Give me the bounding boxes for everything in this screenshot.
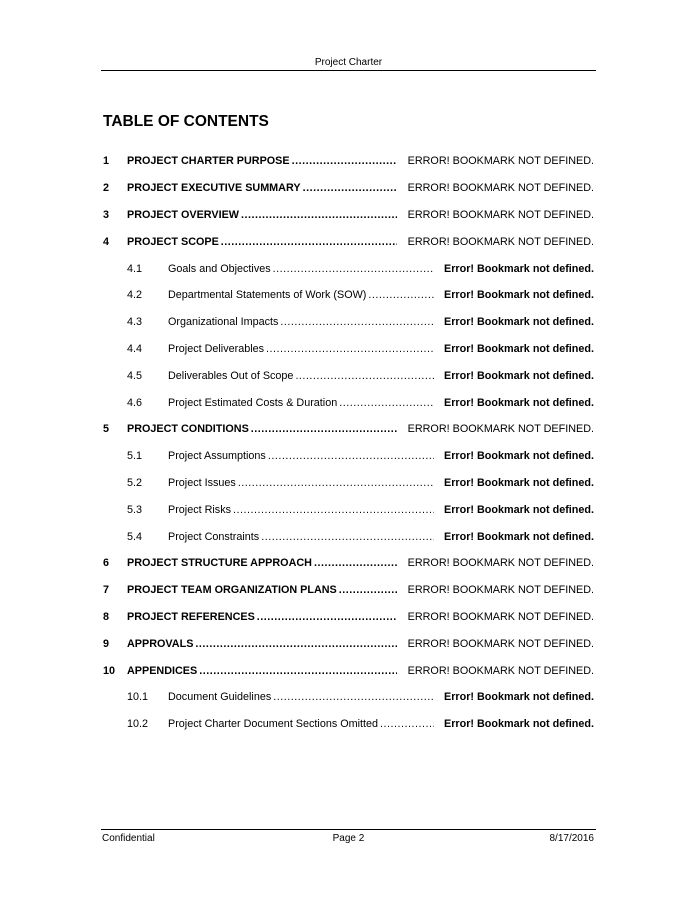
toc-leader-dots (199, 665, 397, 677)
toc-leader-dots (303, 182, 397, 194)
toc-entry-title-wrap (168, 718, 434, 730)
toc-entry-title-wrap (168, 531, 434, 543)
toc-entry-title[interactable]: Project Risks (168, 503, 231, 516)
toc-entry-title-wrap (127, 155, 397, 167)
toc-entry[interactable] (103, 523, 594, 550)
toc-entry-title-wrap (168, 504, 434, 516)
toc-leader-dots (273, 691, 434, 703)
toc-entry-number: 5.4 (127, 530, 143, 543)
toc-entry[interactable] (103, 470, 594, 497)
toc-leader-dots (251, 423, 397, 435)
toc-entry[interactable] (103, 684, 594, 711)
toc-entry-number: 4.1 (127, 262, 143, 275)
toc-entry-page: Error! Bookmark not defined. (444, 476, 594, 489)
toc-leader-dots (238, 477, 434, 489)
toc-leader-dots (339, 397, 434, 409)
toc-leader-dots (233, 504, 434, 516)
toc-entry-page: Error! Bookmark not defined. (444, 369, 594, 382)
toc-entry-title[interactable]: Project Deliverables (168, 342, 265, 355)
toc-entry-number: 3 (103, 208, 110, 221)
toc-entry-title[interactable]: Document Guidelines (168, 691, 272, 704)
toc-entry-title-wrap (127, 665, 397, 677)
toc-entry-number: 7 (103, 584, 110, 597)
table-of-contents (103, 148, 594, 738)
footer-date: 8/17/2016 (549, 833, 594, 844)
toc-entry-title[interactable]: Departmental Statements of Work (SOW) (168, 289, 367, 302)
toc-entry-title-wrap (127, 209, 397, 221)
toc-leader-dots (292, 155, 397, 167)
toc-entry-number: 10.2 (127, 718, 149, 731)
toc-entry[interactable] (103, 630, 594, 657)
toc-leader-dots (295, 370, 434, 382)
footer-page-number: Page 2 (332, 833, 365, 844)
toc-leader-dots (241, 209, 397, 221)
toc-leader-dots (221, 236, 397, 248)
toc-entry-page: ERROR! BOOKMARK NOT DEFINED. (407, 182, 594, 195)
toc-entry-title-wrap (168, 316, 434, 328)
toc-entry-number: 5.2 (127, 476, 143, 489)
toc-entry[interactable] (103, 711, 594, 738)
toc-entry-number: 5.1 (127, 450, 143, 463)
toc-entry[interactable] (103, 443, 594, 470)
toc-entry-number: 5 (103, 423, 110, 436)
toc-leader-dots (261, 531, 434, 543)
toc-entry-title[interactable]: PROJECT TEAM ORGANIZATION PLANS (127, 584, 337, 597)
toc-leader-dots (195, 638, 397, 650)
toc-entry-number: 4.2 (127, 289, 143, 302)
toc-leader-dots (368, 289, 434, 301)
toc-entry-number: 4.5 (127, 369, 143, 382)
toc-entry-title-wrap (168, 289, 434, 301)
toc-leader-dots (266, 343, 434, 355)
toc-entry[interactable] (103, 496, 594, 523)
toc-entry-page: Error! Bookmark not defined. (444, 450, 594, 463)
toc-entry[interactable] (103, 148, 594, 175)
toc-entry-number: 8 (103, 610, 110, 623)
toc-entry[interactable] (103, 175, 594, 202)
toc-heading: TABLE OF CONTENTS (103, 113, 269, 130)
toc-entry[interactable] (103, 202, 594, 229)
page-footer (101, 829, 596, 846)
toc-entry[interactable] (103, 228, 594, 255)
toc-entry-page: ERROR! BOOKMARK NOT DEFINED. (407, 423, 594, 436)
toc-entry-title-wrap (127, 182, 397, 194)
toc-entry[interactable] (103, 416, 594, 443)
toc-entry-number: 4.4 (127, 342, 143, 355)
toc-entry-title-wrap (168, 370, 434, 382)
toc-entry-page: ERROR! BOOKMARK NOT DEFINED. (407, 584, 594, 597)
toc-entry-page: ERROR! BOOKMARK NOT DEFINED. (407, 208, 594, 221)
toc-entry-number: 10.1 (127, 691, 149, 704)
toc-entry-page: Error! Bookmark not defined. (444, 396, 594, 409)
toc-entry-page: ERROR! BOOKMARK NOT DEFINED. (407, 557, 594, 570)
toc-entry-title-wrap (168, 477, 434, 489)
footer-confidential: Confidential (102, 833, 155, 844)
page-header (101, 56, 596, 71)
toc-entry-title[interactable]: PROJECT CONDITIONS (127, 423, 249, 436)
toc-entry-title[interactable]: Project Estimated Costs & Duration (168, 396, 338, 409)
toc-entry-title[interactable]: PROJECT STRUCTURE APPROACH (127, 557, 312, 570)
toc-entry-number: 2 (103, 182, 110, 195)
toc-entry-page: Error! Bookmark not defined. (444, 718, 594, 731)
toc-entry-title[interactable]: PROJECT CHARTER PURPOSE (127, 155, 290, 168)
toc-entry-title[interactable]: Project Issues (168, 476, 236, 489)
toc-entry-page: Error! Bookmark not defined. (444, 530, 594, 543)
toc-leader-dots (257, 611, 397, 623)
toc-entry-title[interactable]: APPENDICES (127, 664, 198, 677)
toc-entry-title-wrap (168, 263, 434, 275)
toc-entry-title-wrap (127, 611, 397, 623)
header-title: Project Charter (314, 57, 383, 68)
toc-entry[interactable] (103, 604, 594, 631)
toc-entry-page: Error! Bookmark not defined. (444, 289, 594, 302)
toc-entry-title-wrap (127, 236, 397, 248)
toc-entry-number: 10 (103, 664, 116, 677)
toc-entry-title[interactable]: PROJECT REFERENCES (127, 610, 255, 623)
toc-entry[interactable] (103, 309, 594, 336)
toc-entry-title[interactable]: PROJECT EXECUTIVE SUMMARY (127, 182, 301, 195)
toc-entry[interactable] (103, 577, 594, 604)
toc-entry-title-wrap (127, 638, 397, 650)
toc-entry-title[interactable]: Organizational Impacts (168, 316, 279, 329)
toc-entry[interactable] (103, 657, 594, 684)
toc-leader-dots (339, 584, 397, 596)
toc-entry-number: 4 (103, 235, 110, 248)
toc-entry-title-wrap (168, 343, 434, 355)
toc-entry-number: 4.3 (127, 316, 143, 329)
toc-leader-dots (380, 718, 434, 730)
toc-entry-number: 5.3 (127, 503, 143, 516)
toc-entry[interactable] (103, 550, 594, 577)
toc-entry-page: ERROR! BOOKMARK NOT DEFINED. (407, 664, 594, 677)
toc-entry-page: ERROR! BOOKMARK NOT DEFINED. (407, 637, 594, 650)
toc-entry-title[interactable]: PROJECT OVERVIEW (127, 208, 239, 221)
toc-entry-page: ERROR! BOOKMARK NOT DEFINED. (407, 610, 594, 623)
toc-leader-dots (280, 316, 434, 328)
toc-entry-page: Error! Bookmark not defined. (444, 262, 594, 275)
toc-leader-dots (314, 557, 397, 569)
toc-entry-number: 6 (103, 557, 110, 570)
toc-entry[interactable] (103, 389, 594, 416)
toc-entry-title[interactable]: Goals and Objectives (168, 262, 271, 275)
toc-entry-number: 4.6 (127, 396, 143, 409)
toc-entry-title-wrap (168, 691, 434, 703)
toc-entry-title[interactable]: APPROVALS (127, 637, 194, 650)
toc-entry-number: 1 (103, 155, 110, 168)
toc-leader-dots (268, 450, 434, 462)
toc-entry[interactable] (103, 282, 594, 309)
toc-entry-page: Error! Bookmark not defined. (444, 316, 594, 329)
toc-entry-title[interactable]: Project Constraints (168, 530, 260, 543)
toc-entry-page: Error! Bookmark not defined. (444, 691, 594, 704)
toc-entry[interactable] (103, 362, 594, 389)
toc-entry-title[interactable]: Project Charter Document Sections Omitted (168, 718, 379, 731)
toc-entry[interactable] (103, 255, 594, 282)
toc-entry-page: Error! Bookmark not defined. (444, 342, 594, 355)
toc-entry-title-wrap (127, 584, 397, 596)
toc-entry[interactable] (103, 336, 594, 363)
toc-entry-title[interactable]: Deliverables Out of Scope (168, 369, 294, 382)
toc-entry-title[interactable]: PROJECT SCOPE (127, 235, 219, 248)
toc-entry-page: Error! Bookmark not defined. (444, 503, 594, 516)
toc-entry-title-wrap (127, 423, 397, 435)
toc-entry-title-wrap (127, 557, 397, 569)
toc-entry-page: ERROR! BOOKMARK NOT DEFINED. (407, 235, 594, 248)
toc-entry-number: 9 (103, 637, 110, 650)
toc-entry-page: ERROR! BOOKMARK NOT DEFINED. (407, 155, 594, 168)
toc-entry-title-wrap (168, 397, 434, 409)
toc-leader-dots (273, 263, 434, 275)
toc-entry-title[interactable]: Project Assumptions (168, 450, 266, 463)
toc-entry-title-wrap (168, 450, 434, 462)
